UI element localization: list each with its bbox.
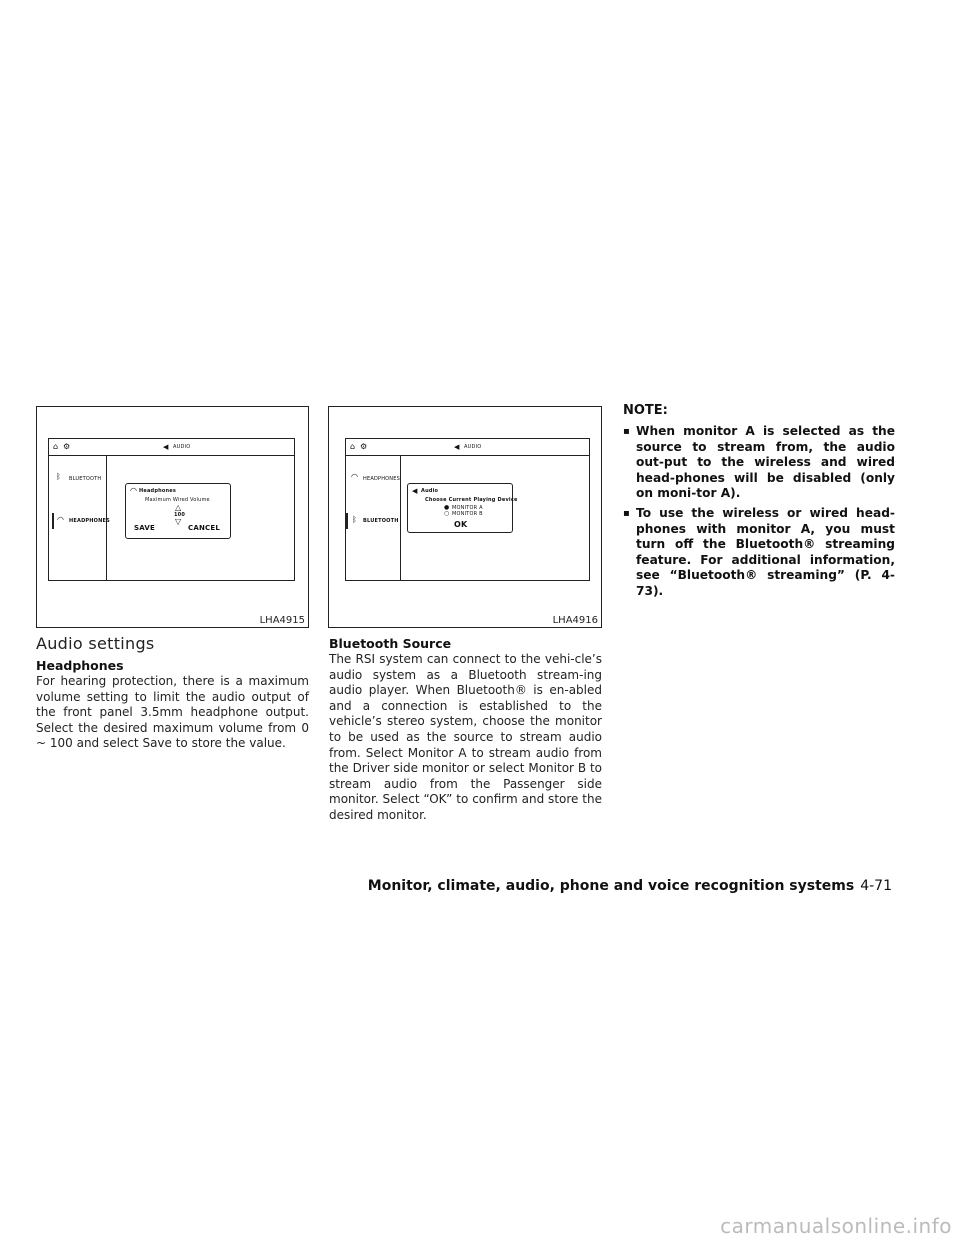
- home-icon: ⌂: [350, 442, 356, 451]
- dialog-title: Headphones: [139, 488, 177, 494]
- watermark: carmanualsonline.info: [720, 1214, 952, 1238]
- save-button[interactable]: SAVE: [134, 524, 155, 532]
- page-footer: [368, 878, 892, 894]
- bluetooth-icon: ᛒ: [352, 515, 357, 524]
- headphones-icon: ◠: [57, 515, 64, 524]
- volume-value: 100: [174, 512, 186, 518]
- screen-topbar: [346, 439, 589, 456]
- dialog-label: Maximum Wired Volume: [145, 497, 210, 503]
- gear-icon: ⚙: [63, 442, 71, 451]
- headphones-icon: ◠: [130, 486, 137, 495]
- side-item-headphones[interactable]: HEADPHONES: [363, 476, 400, 482]
- note-item: ▪ To use the wireless or wired head-phones with monitor A, you must turn off the Bluetooth® streaming feature. For additional information, see “Bluetooth® streaming” (P. 4-73).: [623, 506, 895, 600]
- figure-id: LHA4916: [552, 615, 598, 626]
- volume-up-icon[interactable]: △: [175, 503, 182, 512]
- screen-frame: [345, 438, 590, 581]
- selection-indicator: [52, 513, 54, 529]
- side-item-bluetooth[interactable]: BLUETOOTH: [69, 476, 102, 482]
- dialog-title: Audio: [421, 488, 439, 494]
- volume-down-icon[interactable]: ▽: [175, 517, 182, 526]
- radio-unselected-icon[interactable]: ○: [444, 510, 450, 517]
- screen-frame: [48, 438, 295, 581]
- topbar-title: AUDIO: [173, 444, 191, 450]
- headphones-text: For hearing protection, there is a maximum volume setting to limit the audio output of the front panel 3.5mm headphone output. Select the desired maximum volume from 0 ~ 100 and select Save to store the value.: [36, 674, 309, 751]
- headphones-dialog: [125, 483, 231, 539]
- radio-selected-icon[interactable]: ●: [444, 504, 450, 511]
- selection-indicator: [346, 513, 348, 529]
- side-item-headphones[interactable]: HEADPHONES: [69, 518, 110, 524]
- page-number: 4-71: [860, 878, 892, 894]
- figure-id: LHA4915: [259, 615, 305, 626]
- headphones-heading: Headphones: [36, 658, 124, 673]
- home-icon: ⌂: [53, 442, 59, 451]
- option-monitor-a[interactable]: MONITOR A: [452, 505, 483, 511]
- headphones-icon: ◠: [351, 472, 358, 481]
- speaker-icon: ◀︎: [163, 443, 169, 451]
- section-title: Audio settings: [36, 634, 155, 653]
- topbar-title: AUDIO: [464, 444, 482, 450]
- figure-bluetooth-source-screen: [328, 406, 602, 628]
- screen-topbar: [49, 439, 294, 456]
- screen-sidebar: [49, 455, 110, 580]
- audio-dialog: [407, 483, 518, 533]
- note-list: [623, 424, 895, 600]
- figure-headphones-screen: [36, 406, 309, 628]
- gear-icon: ⚙: [360, 442, 368, 451]
- option-monitor-b[interactable]: MONITOR B: [452, 511, 483, 517]
- side-item-bluetooth[interactable]: BLUETOOTH: [363, 518, 399, 524]
- note-title: NOTE:: [623, 403, 668, 418]
- speaker-icon: ◀︎: [454, 443, 460, 451]
- note-item: ▪ When monitor A is selected as the source to stream from, the audio out-put to the wireless and wired head-phones will be disabled (only on moni-tor A).: [623, 424, 895, 502]
- footer-section-title: Monitor, climate, audio, phone and voice recognition systems: [367, 878, 855, 894]
- screen-sidebar: [346, 455, 401, 580]
- ok-button[interactable]: OK: [454, 520, 468, 529]
- bluetooth-source-text: The RSI system can connect to the vehi-cle’s audio system as a Bluetooth stream-ing audio player. When Bluetooth® is en-abled and a connection is established to the vehicle’s stereo system, choose the monitor to be used as the source to stream audio from. Select Monitor A to stream audio from the Driver side monitor or select Monitor B to stream audio from the Passenger side monitor. Select “OK” to confirm and store the desired monitor.: [329, 652, 602, 822]
- speaker-icon: ◀︎: [412, 487, 418, 495]
- dialog-label: Choose Current Playing Device: [425, 497, 518, 503]
- cancel-button[interactable]: CANCEL: [188, 524, 220, 532]
- bluetooth-source-heading: Bluetooth Source: [329, 636, 452, 651]
- bluetooth-icon: ᛒ: [56, 472, 61, 481]
